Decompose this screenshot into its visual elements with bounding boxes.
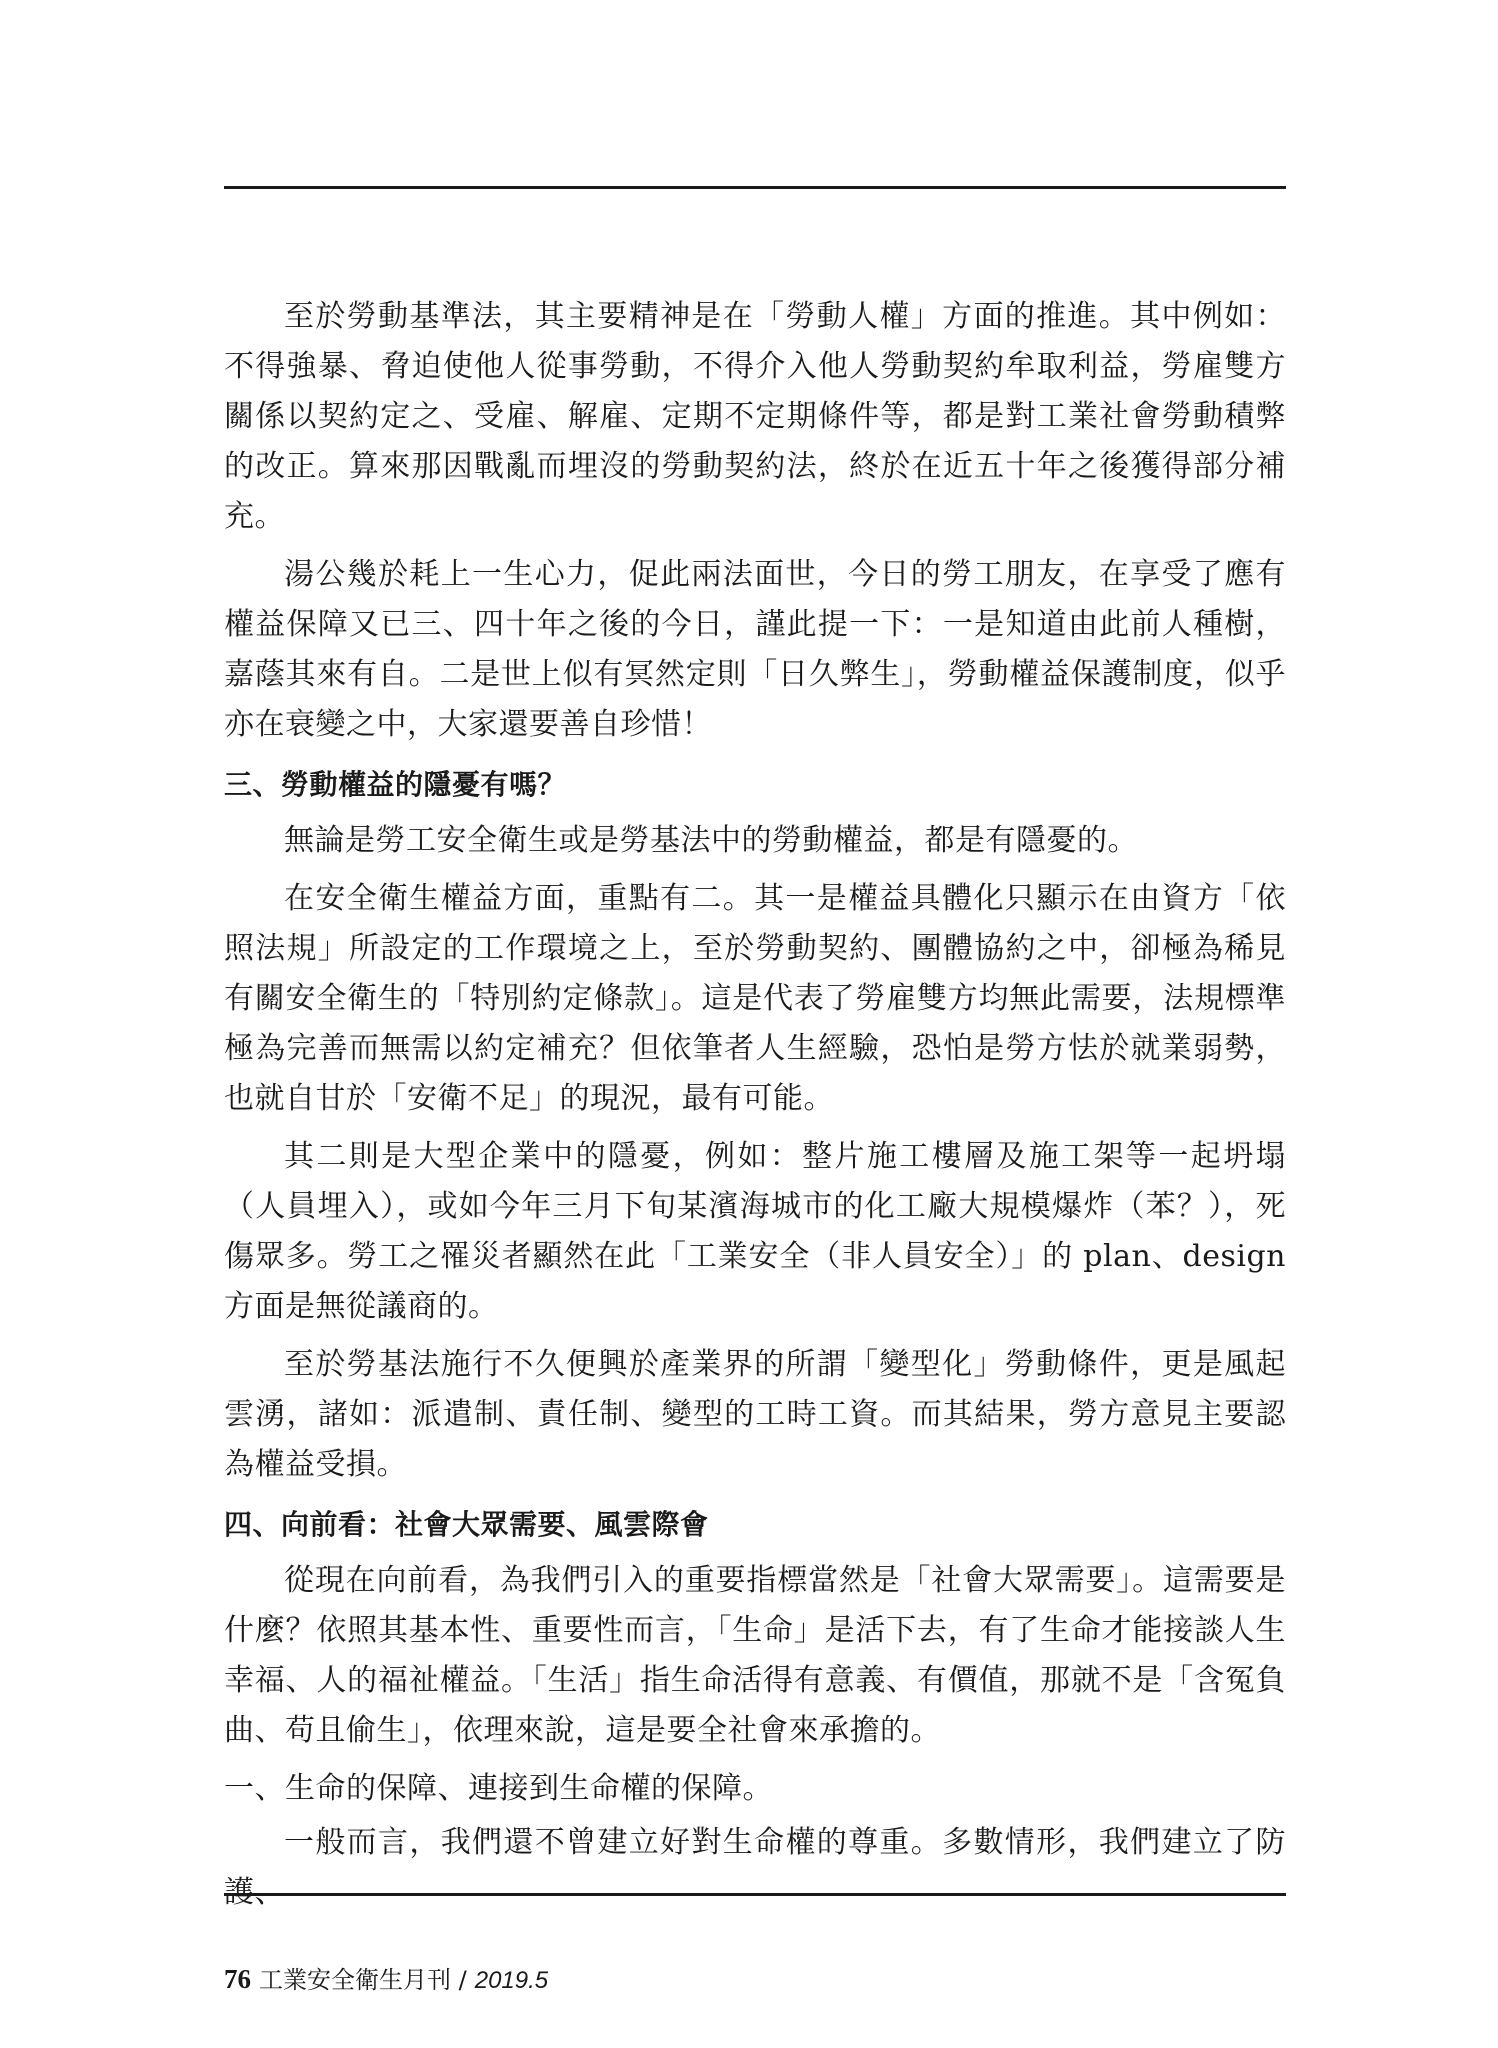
issue-date: 2019.5 bbox=[474, 1967, 549, 1994]
paragraph: 一般而言，我們還不曾建立好對生命權的尊重。多數情形，我們建立了防護、 bbox=[224, 1825, 1286, 1910]
footer-rule bbox=[224, 1893, 1286, 1896]
paragraph: 無論是勞工安全衛生或是勞基法中的勞動權益，都是有隱憂的。 bbox=[284, 823, 1138, 858]
article-body bbox=[224, 292, 1286, 1918]
section-heading: 三、勞動權益的隱憂有嗎？ bbox=[224, 768, 567, 801]
sub-heading: 一、生命的保障、連接到生命權的保障。 bbox=[224, 1771, 773, 1806]
paragraph: 在安全衛生權益方面，重點有二。其一是權益具體化只顯示在由資方「依照法規」所設定的工作環境之上，至於勞動契約、團體協約之中，卻極為稀見有關安全衛生的「特別約定條款」。這是代表了勞雇雙方均無此需要，法規標準極為完善而無需以約定補充？但依筆者人生經驗，恐怕是勞方怯於就業弱勢，也就自甘於「安衛不足」的現況，最有可能。 bbox=[224, 881, 1286, 1116]
paragraph: 湯公幾於耗上一生心力，促此兩法面世，今日的勞工朋友，在享受了應有權益保障又已三、四十年之後的今日，謹此提一下：一是知道由此前人種樹，嘉蔭其來有自。二是世上似有冥然定則「日久弊生」，勞動權益保護制度，似乎亦在衰變之中，大家還要善自珍惜！ bbox=[224, 557, 1286, 742]
page-footer bbox=[224, 1964, 548, 1996]
journal-title: 工業安全衛生月刊 / bbox=[259, 1966, 467, 1994]
page-number: 76 bbox=[224, 1964, 251, 1994]
header-rule bbox=[224, 186, 1286, 189]
section-heading: 四、向前看：社會大眾需要、風雲際會 bbox=[224, 1508, 709, 1541]
paragraph: 至於勞動基準法，其主要精神是在「勞動人權」方面的推進。其中例如：不得強暴、脅迫使他人從事勞動，不得介入他人勞動契約牟取利益，勞雇雙方關係以契約定之、受雇、解雇、定期不定期條件等，都是對工業社會勞動積弊的改正。算來那因戰亂而埋沒的勞動契約法，終於在近五十年之後獲得部分補充。 bbox=[224, 299, 1286, 534]
paragraph: 至於勞基法施行不久便興於產業界的所謂「變型化」勞動條件，更是風起雲湧，諸如：派遣制、責任制、變型的工時工資。而其結果，勞方意見主要認為權益受損。 bbox=[224, 1347, 1286, 1482]
paragraph: 從現在向前看，為我們引入的重要指標當然是「社會大眾需要」。這需要是什麼？依照其基本性、重要性而言，「生命」是活下去，有了生命才能接談人生幸福、人的福祉權益。「生活」指生命活得有意義、有價值，那就不是「含冤負曲、苟且偷生」，依理來說，這是要全社會來承擔的。 bbox=[224, 1563, 1286, 1748]
paragraph: 其二則是大型企業中的隱憂，例如：整片施工樓層及施工架等一起坍塌（人員埋入），或如今年三月下旬某濱海城市的化工廠大規模爆炸（苯？），死傷眾多。勞工之罹災者顯然在此「工業安全（非人員安全）」的 plan、design 方面是無從議商的。 bbox=[224, 1139, 1286, 1324]
